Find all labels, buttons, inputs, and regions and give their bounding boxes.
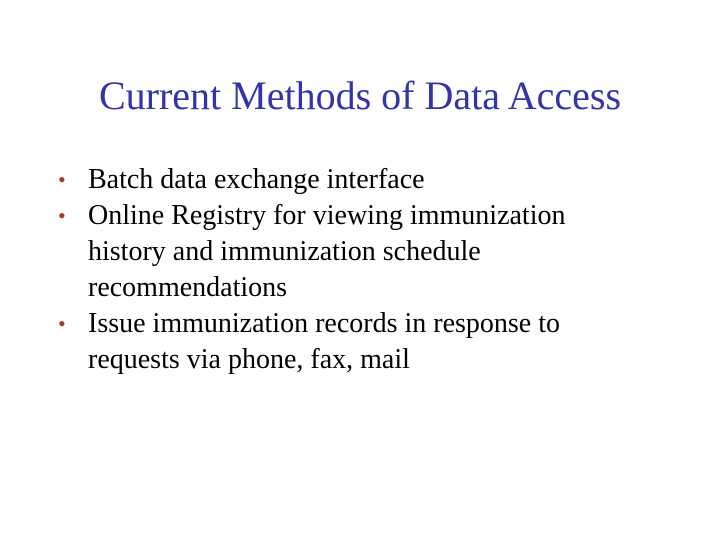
bullet-dot-icon: • <box>58 311 66 336</box>
bullet-dot-icon: • <box>58 203 66 228</box>
bullet-item-online-registry <box>50 198 690 306</box>
bullet-text-line: Batch data exchange interface <box>88 164 425 195</box>
bullet-text-line: history and immunization schedule <box>88 236 481 267</box>
bullet-item-issue-records <box>50 306 690 378</box>
bullet-text-line: requests via phone, fax, mail <box>88 344 410 375</box>
bullet-text-line: Online Registry for viewing immunization <box>88 200 566 231</box>
bullet-dot-icon: • <box>58 167 66 192</box>
bullet-list <box>50 162 690 378</box>
slide-title: Current Methods of Data Access <box>98 73 622 118</box>
bullet-text-line: Issue immunization records in response to <box>88 308 561 339</box>
bullet-item-batch-exchange <box>50 162 690 198</box>
bullet-text-line: recommendations <box>88 272 288 303</box>
